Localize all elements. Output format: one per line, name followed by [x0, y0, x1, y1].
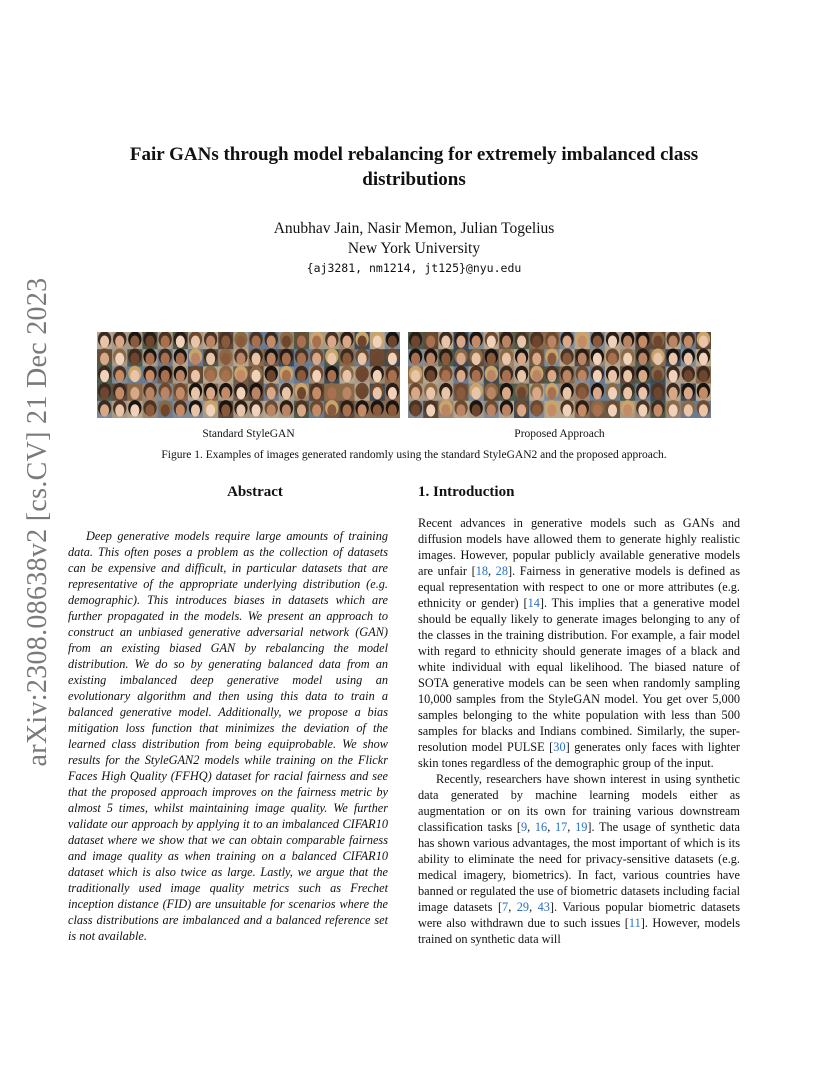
paragraph-text: ,: [567, 820, 576, 834]
face-thumbnail: [681, 400, 696, 418]
face-thumbnail: [635, 349, 650, 367]
face-thumbnail: [218, 349, 233, 367]
face-thumbnail: [635, 332, 650, 350]
paragraph-text: ]. Various popular biometric datasets were also withdrawn due to such issues [: [418, 900, 740, 930]
face-thumbnail: [666, 383, 681, 401]
face-thumbnail: [142, 349, 157, 367]
face-thumbnail: [294, 332, 309, 350]
face-thumbnail: [158, 332, 173, 350]
author-affiliation: New York University: [347, 240, 481, 257]
introduction-heading: 1. Introduction: [418, 484, 515, 500]
paragraph-text: ]. However, models trained on synthetic data will: [418, 916, 740, 946]
face-thumbnail: [620, 400, 635, 418]
face-thumbnail: [279, 349, 294, 367]
face-thumbnail: [469, 332, 484, 350]
citation-link[interactable]: 28: [495, 564, 508, 578]
face-thumbnail: [620, 349, 635, 367]
face-thumbnail: [385, 366, 400, 384]
face-thumbnail: [560, 349, 575, 367]
face-thumbnail: [309, 332, 324, 350]
face-thumbnail: [499, 349, 514, 367]
face-thumbnail: [514, 400, 529, 418]
face-thumbnail: [408, 383, 423, 401]
face-grid-image-right: [408, 332, 711, 418]
face-thumbnail: [696, 366, 711, 384]
face-thumbnail: [681, 332, 696, 350]
face-thumbnail: [173, 332, 188, 350]
face-thumbnail: [279, 366, 294, 384]
face-thumbnail: [514, 366, 529, 384]
paragraph-text: ,: [487, 564, 496, 578]
face-thumbnail: [484, 349, 499, 367]
citation-link[interactable]: 30: [553, 740, 566, 754]
face-thumbnail: [650, 366, 665, 384]
paragraph-text: ]. This implies that a generative model should be equally likely to generate images belonging to any of the classes in the training distribution. For example, a fair model with regard to ethnicity should generate images of a black and white individual with equal likelihood. The biased nature of SOTA generative models can be seen when randomly sampling 10,000 samples from the StyleGAN model. You get over 5,000 samples belonging to the white population with less than 500 samples for blacks and Indians combined. Similarly, the super-resolution model PULSE [: [418, 596, 740, 754]
face-thumbnail: [666, 366, 681, 384]
face-thumbnail: [560, 383, 575, 401]
face-thumbnail: [370, 349, 385, 367]
face-thumbnail: [453, 400, 468, 418]
paragraph-text: ,: [508, 900, 517, 914]
face-thumbnail: [279, 383, 294, 401]
face-thumbnail: [605, 383, 620, 401]
face-thumbnail: [385, 400, 400, 418]
face-thumbnail: [666, 400, 681, 418]
face-thumbnail: [218, 383, 233, 401]
face-thumbnail: [666, 349, 681, 367]
face-thumbnail: [249, 400, 264, 418]
face-thumbnail: [127, 349, 142, 367]
face-thumbnail: [423, 349, 438, 367]
face-thumbnail: [605, 332, 620, 350]
face-thumbnail: [142, 366, 157, 384]
arxiv-identifier-text: arXiv:2308.08638v2 [cs.CV] 21 Dec 2023: [22, 277, 53, 767]
face-thumbnail: [339, 366, 354, 384]
face-thumbnail: [499, 332, 514, 350]
abstract-body: Deep generative models require large amounts of training data. This often poses a problem as the collection of datasets can be expensive and difficult, in particular datasets that are representative of the appropriate underlying distribution (e.g. demographic). This introduces biases in datasets which are further propagated in the models. We present an approach to construct an unbiased generative adversarial network (GAN) from an existing biased GAN by rebalancing the model distribution. We do so by generating balanced data from an existing imbalanced deep generative model using an evolutionary algorithm and then using this data to train a balanced generative model. Additionally, we propose a bias mitigation loss function that minimizes the deviation of the learned class distribution from being equiprobable. We show results for the StyleGAN2 models while training on the Flickr Faces High Quality (FFHQ) dataset for racial fairness and see that the proposed approach improves on the fairness metric by almost 5 times, whilst maintaining image quality. We further validate our approach by applying it to an imbalanced CIFAR10 dataset where we show that we can obtain comparable fairness and image quality as when training on a balanced CIFAR10 dataset which is also twice as large. Lastly, we argue that the traditionally used image quality metrics such as Frechet inception distance (FID) are unsuitable for scenarios where the class distributions are imbalanced and a balanced reference set is not available.: [68, 529, 388, 943]
face-thumbnail: [264, 332, 279, 350]
face-thumbnail: [218, 400, 233, 418]
paragraph-text: ,: [529, 900, 538, 914]
face-thumbnail: [469, 383, 484, 401]
face-thumbnail: [514, 349, 529, 367]
face-thumbnail: [339, 400, 354, 418]
face-thumbnail: [97, 332, 112, 350]
face-thumbnail: [203, 349, 218, 367]
face-thumbnail: [264, 400, 279, 418]
face-thumbnail: [385, 332, 400, 350]
face-thumbnail: [370, 383, 385, 401]
face-thumbnail: [544, 349, 559, 367]
face-thumbnail: [681, 349, 696, 367]
face-thumbnail: [438, 366, 453, 384]
face-thumbnail: [339, 332, 354, 350]
face-thumbnail: [650, 400, 665, 418]
face-thumbnail: [499, 400, 514, 418]
face-thumbnail: [309, 400, 324, 418]
face-thumbnail: [249, 349, 264, 367]
face-thumbnail: [499, 366, 514, 384]
face-thumbnail: [339, 349, 354, 367]
citation-link[interactable]: 11: [628, 916, 641, 930]
face-thumbnail: [438, 349, 453, 367]
face-thumbnail: [127, 366, 142, 384]
face-thumbnail: [188, 366, 203, 384]
face-thumbnail: [233, 383, 248, 401]
face-thumbnail: [590, 383, 605, 401]
face-thumbnail: [529, 332, 544, 350]
face-thumbnail: [279, 332, 294, 350]
face-thumbnail: [408, 349, 423, 367]
face-thumbnail: [218, 366, 233, 384]
face-thumbnail: [385, 383, 400, 401]
face-thumbnail: [142, 400, 157, 418]
author-email: {aj3281, nm1214, jt125}@nyu.edu: [306, 261, 522, 275]
face-thumbnail: [324, 332, 339, 350]
face-thumbnail: [294, 383, 309, 401]
face-thumbnail: [590, 400, 605, 418]
face-thumbnail: [605, 400, 620, 418]
figure-label-left: Standard StyleGAN: [202, 428, 295, 440]
citation-link[interactable]: 18: [475, 564, 488, 578]
face-thumbnail: [544, 383, 559, 401]
face-thumbnail: [408, 366, 423, 384]
face-thumbnail: [339, 383, 354, 401]
face-thumbnail: [112, 400, 127, 418]
face-thumbnail: [529, 400, 544, 418]
citation-link[interactable]: 17: [554, 820, 568, 834]
face-thumbnail: [249, 366, 264, 384]
face-thumbnail: [438, 383, 453, 401]
face-thumbnail: [355, 383, 370, 401]
face-thumbnail: [514, 332, 529, 350]
figure-label-right: Proposed Approach: [514, 428, 605, 440]
face-thumbnail: [294, 366, 309, 384]
face-thumbnail: [529, 366, 544, 384]
face-thumbnail: [112, 349, 127, 367]
face-thumbnail: [438, 400, 453, 418]
face-thumbnail: [650, 332, 665, 350]
face-thumbnail: [158, 349, 173, 367]
face-thumbnail: [355, 400, 370, 418]
face-thumbnail: [484, 366, 499, 384]
face-thumbnail: [188, 400, 203, 418]
face-thumbnail: [453, 332, 468, 350]
face-thumbnail: [324, 400, 339, 418]
face-thumbnail: [484, 400, 499, 418]
face-thumbnail: [324, 383, 339, 401]
face-thumbnail: [309, 349, 324, 367]
face-thumbnail: [423, 366, 438, 384]
face-thumbnail: [97, 349, 112, 367]
face-thumbnail: [469, 349, 484, 367]
face-thumbnail: [173, 400, 188, 418]
face-thumbnail: [544, 332, 559, 350]
face-thumbnail: [681, 383, 696, 401]
citation-link[interactable]: 29: [516, 900, 530, 914]
face-thumbnail: [635, 366, 650, 384]
face-thumbnail: [264, 366, 279, 384]
face-thumbnail: [97, 400, 112, 418]
author-block: [0, 219, 828, 259]
face-thumbnail: [97, 383, 112, 401]
face-thumbnail: [233, 332, 248, 350]
face-thumbnail: [188, 383, 203, 401]
face-thumbnail: [484, 332, 499, 350]
face-thumbnail: [370, 366, 385, 384]
face-thumbnail: [620, 366, 635, 384]
face-thumbnail: [355, 349, 370, 367]
face-thumbnail: [469, 366, 484, 384]
face-thumbnail: [127, 400, 142, 418]
face-thumbnail: [158, 400, 173, 418]
paragraph-text: Recently, researchers have shown interest in using synthetic data generated by machine learning models either as augmentation or on its own for training various downstream classification tasks [: [418, 772, 740, 834]
citation-link[interactable]: 14: [527, 596, 540, 610]
face-thumbnail: [309, 366, 324, 384]
paragraph-text: ,: [547, 820, 555, 834]
face-thumbnail: [453, 383, 468, 401]
face-thumbnail: [355, 332, 370, 350]
face-thumbnail: [112, 383, 127, 401]
face-thumbnail: [127, 383, 142, 401]
face-thumbnail: [173, 366, 188, 384]
face-thumbnail: [408, 400, 423, 418]
face-thumbnail: [529, 349, 544, 367]
introduction-paragraph-2: [418, 771, 740, 947]
face-thumbnail: [590, 332, 605, 350]
author-names: Anubhav Jain, Nasir Memon, Julian Togelius: [273, 220, 555, 237]
figure-caption: Figure 1. Examples of images generated randomly using the standard StyleGAN2 and the proposed approach.: [161, 449, 667, 461]
paragraph-text: Recent advances in generative models such as GANs and diffusion models have allowed them to generate highly realistic images. However, popular publicly available generative models are unfair [: [418, 516, 740, 578]
face-thumbnail: [294, 400, 309, 418]
face-thumbnail: [408, 332, 423, 350]
face-thumbnail: [696, 332, 711, 350]
face-thumbnail: [605, 366, 620, 384]
face-thumbnail: [173, 383, 188, 401]
face-thumbnail: [575, 366, 590, 384]
face-thumbnail: [560, 332, 575, 350]
face-thumbnail: [249, 332, 264, 350]
citation-link[interactable]: 19: [575, 820, 588, 834]
face-thumbnail: [605, 349, 620, 367]
face-thumbnail: [264, 349, 279, 367]
face-thumbnail: [575, 349, 590, 367]
face-thumbnail: [309, 383, 324, 401]
face-thumbnail: [324, 366, 339, 384]
face-thumbnail: [112, 366, 127, 384]
citation-link[interactable]: 7: [502, 900, 509, 914]
face-thumbnail: [620, 383, 635, 401]
face-thumbnail: [544, 400, 559, 418]
face-thumbnail: [544, 366, 559, 384]
standard-stylegan-face-grid: [97, 332, 400, 418]
face-thumbnail: [370, 332, 385, 350]
face-thumbnail: [294, 349, 309, 367]
face-thumbnail: [681, 366, 696, 384]
face-thumbnail: [264, 383, 279, 401]
face-thumbnail: [158, 366, 173, 384]
face-thumbnail: [218, 332, 233, 350]
face-thumbnail: [438, 332, 453, 350]
face-thumbnail: [203, 400, 218, 418]
face-thumbnail: [560, 366, 575, 384]
abstract-heading: Abstract: [227, 484, 283, 500]
face-thumbnail: [233, 349, 248, 367]
citation-link[interactable]: 16: [534, 820, 548, 834]
paper-title-line-1: Fair GANs through model rebalancing for extremely imbalanced class: [129, 144, 699, 165]
arxiv-identifier-stamp: [18, 277, 58, 767]
citation-link[interactable]: 9: [520, 820, 528, 834]
face-thumbnail: [620, 332, 635, 350]
paragraph-text: ]. The usage of synthetic data has shown various advantages, the most important of which is its ability to eliminate the need for privacy-sensitive datasets (e.g. medical imagery, biometrics). In fact, various countries have banned or regulated the use of biometric datasets including facial image datasets [: [418, 820, 741, 914]
face-thumbnail: [423, 332, 438, 350]
face-thumbnail: [188, 332, 203, 350]
face-thumbnail: [590, 366, 605, 384]
face-thumbnail: [142, 332, 157, 350]
introduction-body: [418, 515, 740, 947]
face-thumbnail: [560, 400, 575, 418]
face-thumbnail: [158, 383, 173, 401]
face-grid-image-left: [97, 332, 400, 418]
paper-title-line-2: distributions: [362, 169, 466, 190]
citation-link[interactable]: 43: [537, 900, 550, 914]
face-thumbnail: [650, 349, 665, 367]
paragraph-text: ] generates only faces with lighter skin tones regardless of the demographic group of the input.: [418, 740, 741, 770]
face-thumbnail: [355, 366, 370, 384]
face-thumbnail: [575, 383, 590, 401]
face-thumbnail: [173, 349, 188, 367]
face-thumbnail: [635, 383, 650, 401]
face-thumbnail: [249, 383, 264, 401]
face-thumbnail: [484, 383, 499, 401]
face-thumbnail: [203, 366, 218, 384]
face-thumbnail: [529, 383, 544, 401]
face-thumbnail: [453, 366, 468, 384]
face-thumbnail: [453, 349, 468, 367]
face-thumbnail: [203, 383, 218, 401]
face-thumbnail: [370, 400, 385, 418]
face-thumbnail: [696, 400, 711, 418]
face-thumbnail: [188, 349, 203, 367]
face-thumbnail: [233, 400, 248, 418]
introduction-paragraph-1: [418, 515, 740, 771]
face-thumbnail: [423, 400, 438, 418]
face-thumbnail: [575, 332, 590, 350]
proposed-approach-face-grid: [408, 332, 711, 418]
paragraph-text: ,: [527, 820, 535, 834]
paper-title: [0, 142, 828, 192]
face-thumbnail: [499, 383, 514, 401]
face-thumbnail: [635, 400, 650, 418]
face-thumbnail: [203, 332, 218, 350]
face-thumbnail: [469, 400, 484, 418]
face-thumbnail: [514, 383, 529, 401]
face-thumbnail: [575, 400, 590, 418]
face-thumbnail: [650, 383, 665, 401]
face-thumbnail: [324, 349, 339, 367]
face-thumbnail: [590, 349, 605, 367]
face-thumbnail: [112, 332, 127, 350]
face-thumbnail: [385, 349, 400, 367]
face-thumbnail: [142, 383, 157, 401]
face-thumbnail: [279, 400, 294, 418]
face-thumbnail: [127, 332, 142, 350]
face-thumbnail: [233, 366, 248, 384]
paragraph-text: ]. Fairness in generative models is defined as equal representation with respect to one or more attributes (e.g. ethnicity or gender) [: [418, 564, 740, 610]
face-thumbnail: [423, 383, 438, 401]
face-thumbnail: [97, 366, 112, 384]
face-thumbnail: [666, 332, 681, 350]
face-thumbnail: [696, 383, 711, 401]
face-thumbnail: [696, 349, 711, 367]
